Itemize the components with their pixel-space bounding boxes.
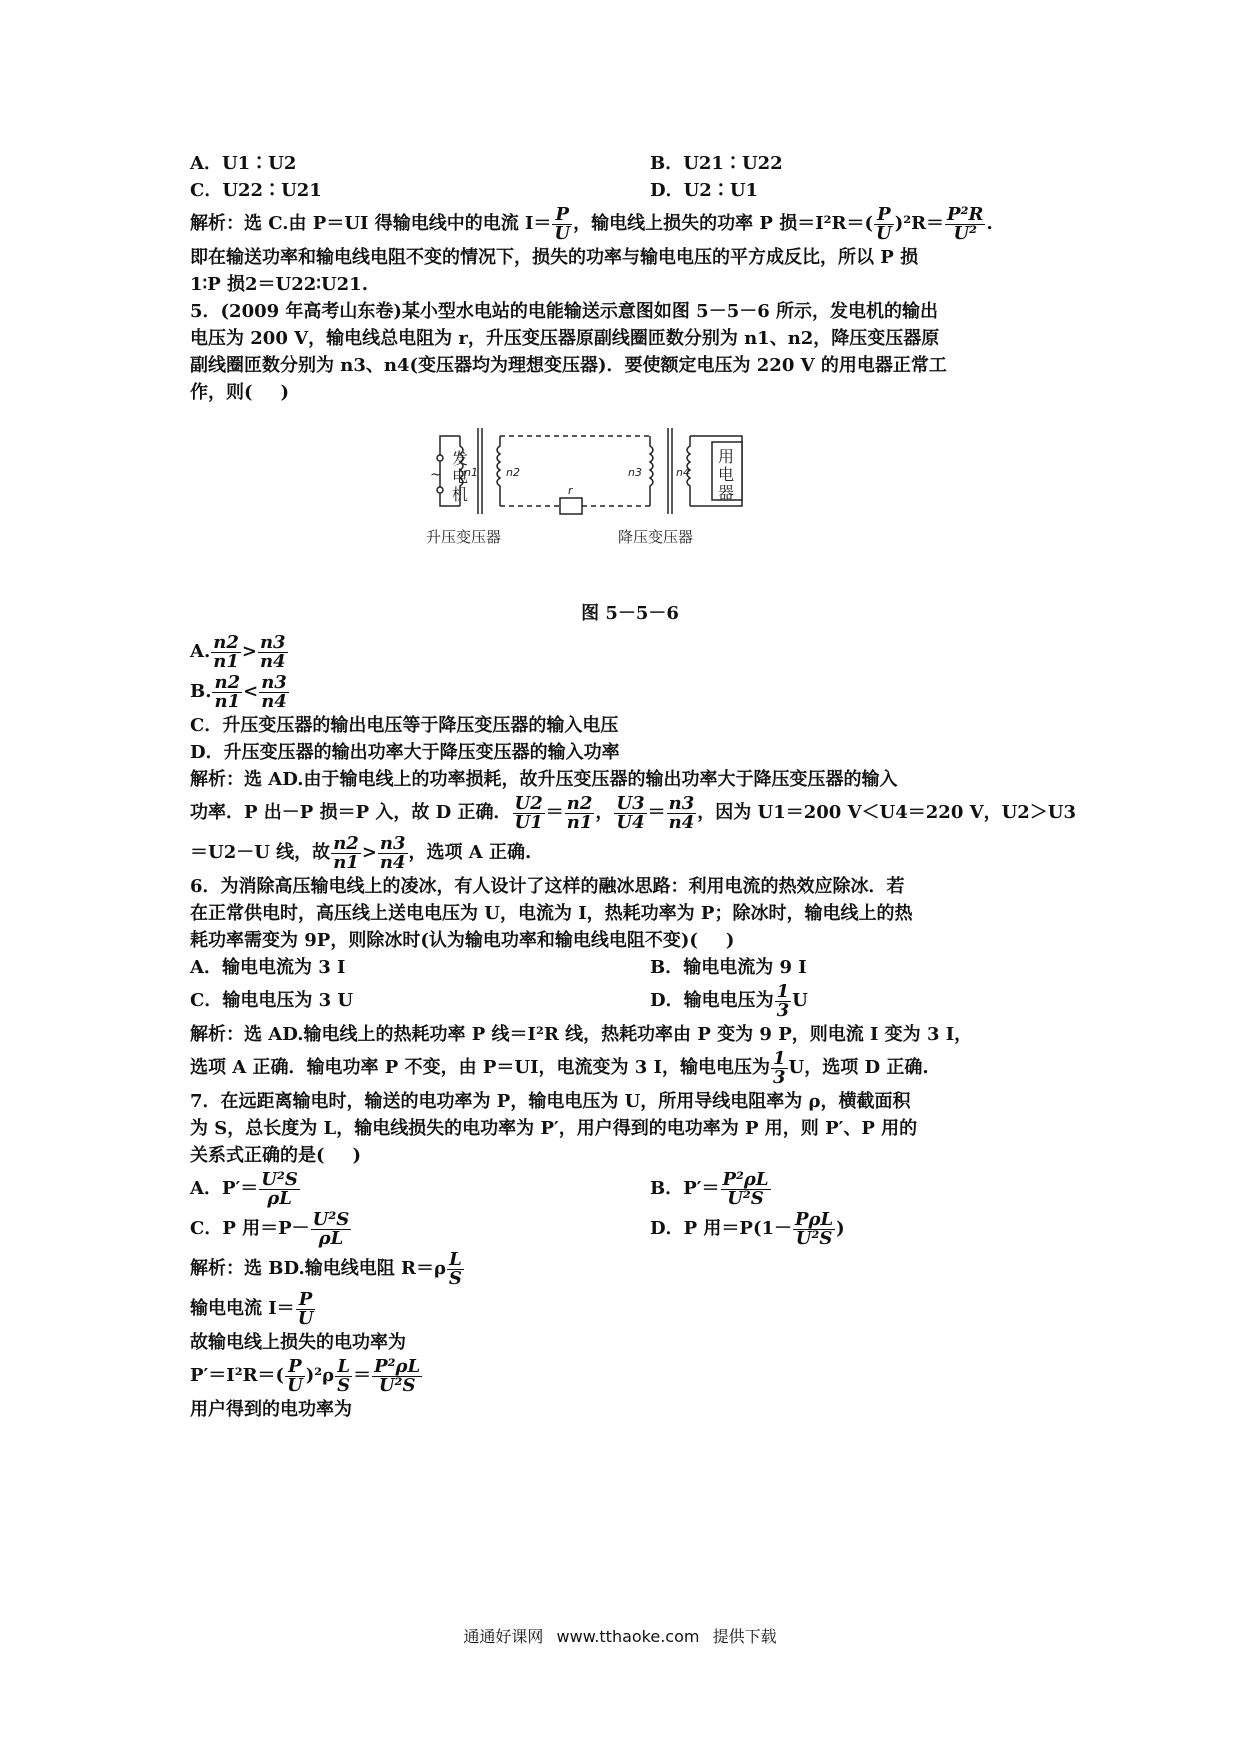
q4-analysis-line-2: 即在输送功率和输电线电阻不变的情况下，损失的功率与输电电压的平方成反比，所以 P 损: [190, 247, 919, 268]
fraction: [721, 1168, 771, 1209]
q7-option-d[interactable]: [650, 1209, 845, 1249]
operator: >: [361, 842, 377, 863]
fraction-denominator: U: [287, 1374, 303, 1396]
fraction: [378, 832, 408, 873]
fraction-numerator: P: [285, 1358, 305, 1377]
q5-analysis-line-1: 解析：选 AD.由于输电线上的功率损耗，故升压变压器的输出功率大于降压变压器的输入: [190, 769, 898, 790]
fraction-numerator: U²S: [312, 1208, 350, 1230]
q6-stem-line-3: [190, 927, 1070, 954]
fraction-numerator: L: [447, 1251, 464, 1270]
q5-option-d[interactable]: D．升压变压器的输出功率大于降压变压器的输入功率: [190, 742, 620, 763]
fraction: [372, 1355, 422, 1396]
q4-analysis-text: )²R＝: [894, 213, 945, 234]
fraction-numerator: U2: [514, 792, 543, 814]
q7-analysis-text: 解析：选 BD.输电线电阻 R＝ρ: [190, 1258, 446, 1279]
fraction: [285, 1355, 305, 1396]
option-text: A．P′＝: [190, 1178, 259, 1199]
step-down-transformer-label: 降压变压器: [618, 528, 694, 546]
q6-option-c[interactable]: C．输电电压为 3 U: [190, 990, 354, 1011]
fraction-numerator: n2: [214, 671, 241, 693]
q4-analysis-line-3: 1∶P 损2＝U22∶U21.: [190, 274, 368, 295]
option-letter: B.: [190, 681, 212, 702]
fraction-numerator: n3: [261, 671, 287, 693]
footer-brand: 通通好课网: [463, 1627, 544, 1646]
ac-symbol: ~: [430, 467, 442, 483]
q7-analysis-line-1: [190, 1249, 1070, 1289]
q7-analysis-line-4: [190, 1356, 1070, 1396]
fraction-denominator: n4: [259, 650, 286, 672]
fraction-numerator: n3: [259, 631, 286, 653]
q6-analysis-text: 选项 A 正确．输电功率 P 不变，由 P＝UI，电流变为 3 I，输电电压为: [190, 1057, 770, 1078]
q7-option-a[interactable]: [190, 1168, 301, 1209]
fraction: [296, 1288, 316, 1329]
fraction: [331, 832, 361, 873]
fraction-denominator: n1: [214, 690, 241, 712]
q4-option-b[interactable]: B．U21∶U22: [650, 153, 783, 174]
option-text: B．P′＝: [650, 1178, 720, 1199]
q4-analysis-text: 解析：选 C.由 P＝UI 得输电线中的电流 I＝: [190, 213, 552, 234]
step-up-transformer-label: 升压变压器: [426, 528, 502, 546]
fraction: [258, 631, 288, 672]
q7-analysis-text: 输电电流 I＝: [190, 1298, 295, 1319]
q5-stem-line-2: 电压为 200 V，输电线总电阻为 r，升压变压器原副线圈匝数分别为 n1、n2，降压变压器原: [190, 328, 940, 349]
coil-n3: [650, 436, 653, 506]
q5-stem-line-3: 副线圈匝数分别为 n3、n4(变压器均为理想变压器)．要使额定电压为 220 V 的用电器正常工: [190, 355, 947, 376]
fraction-denominator: U1: [514, 811, 543, 833]
q4-options-row-1: [190, 150, 1070, 177]
operator: <: [243, 681, 259, 702]
option-text: ): [836, 1218, 845, 1239]
q7-stem-text: ): [352, 1145, 362, 1166]
fraction: [211, 631, 241, 672]
q6-stem-line-1: 6．为消除高压输电线上的凌冰，有人设计了这样的融冰思路：利用电流的热效应除冰．若: [190, 876, 905, 897]
fraction-denominator: U4: [616, 811, 645, 833]
coil-n2: [497, 436, 500, 506]
fraction: [335, 1355, 352, 1396]
footer-url-link[interactable]: www.tthaoke.com: [556, 1627, 700, 1646]
fraction: [874, 203, 894, 244]
q5-analysis-text: ＝U2－U 线，故: [190, 842, 331, 863]
fraction-denominator: n4: [261, 690, 287, 712]
fraction-denominator: n1: [213, 650, 239, 672]
fraction: [447, 1248, 464, 1289]
q5-stem-line-1: 5．(2009 年高考山东卷)某小型水电站的电能输送示意图如图 5－5－6 所示，发电机的输出: [190, 301, 939, 322]
q6-option-d[interactable]: [650, 981, 808, 1021]
fraction-denominator: U: [554, 222, 571, 244]
fraction: [565, 792, 595, 833]
fraction-denominator: U²S: [795, 1227, 833, 1249]
q5-option-c[interactable]: C．升压变压器的输出电压等于降压变压器的输入电压: [190, 715, 619, 736]
generator-label-1: 发: [452, 449, 469, 468]
fraction-numerator: P: [874, 206, 894, 225]
q7-analysis-text: )²ρ: [305, 1365, 335, 1386]
q5-option-a[interactable]: [190, 632, 1070, 672]
operator: >: [241, 641, 257, 662]
fraction-denominator: n1: [333, 851, 359, 873]
appliance-label-1: 用: [718, 447, 735, 466]
fraction-denominator: 3: [776, 999, 790, 1021]
q7-options-row-2: [190, 1209, 1070, 1249]
fraction-numerator: n3: [379, 832, 406, 854]
q6-analysis-text: U，选项 D 正确.: [788, 1057, 929, 1078]
q7-analysis-line-3: 故输电线上损失的电功率为: [190, 1332, 406, 1353]
fraction-numerator: 1: [776, 980, 790, 1002]
option-text: U: [792, 990, 808, 1011]
label-n4: n4: [676, 466, 690, 479]
fraction-denominator: n4: [668, 811, 695, 833]
label-r: r: [568, 484, 573, 497]
option-text: D．P 用＝P(1－: [650, 1218, 792, 1239]
q6-analysis-line-1: 解析：选 AD.输电线上的热耗功率 P 线＝I²R 线，热耗功率由 P 变为 9 P，则电流 I 变为 3 I，: [190, 1024, 973, 1045]
fraction-denominator: U: [297, 1307, 314, 1329]
fraction-numerator: P²R: [947, 203, 984, 225]
q7-analysis-text: ＝: [353, 1365, 372, 1386]
q4-option-a[interactable]: A．U1∶U2: [190, 153, 297, 174]
fraction-numerator: L: [335, 1358, 352, 1377]
operator: ＝: [545, 802, 564, 823]
q7-stem-line-1: 7．在远距离输电时，输送的电功率为 P，输电电压为 U，所用导线电阻率为 ρ，横截面积: [190, 1091, 911, 1112]
q6-option-a[interactable]: A．输电电流为 3 I: [190, 957, 346, 978]
fraction-denominator: ρL: [267, 1187, 292, 1209]
q4-analysis-text: ，输电线上损失的功率 P 损＝I²R＝(: [573, 213, 873, 234]
operator: ＝: [647, 802, 666, 823]
fraction: [259, 1168, 300, 1209]
fraction: [259, 671, 289, 712]
fraction: [945, 203, 985, 244]
footer-note: 提供下载: [712, 1627, 777, 1646]
label-n3: n3: [628, 466, 642, 479]
q5-analysis-line-3: [190, 833, 1070, 873]
resistor-r: [560, 498, 582, 514]
fraction-numerator: P: [552, 206, 572, 225]
q6-stem-line-2: 在正常供电时，高压线上送电电压为 U，电流为 I，热耗功率为 P；除冰时，输电线上的热: [190, 903, 913, 924]
q6-options-row-1: [190, 954, 1070, 981]
fraction: [667, 792, 697, 833]
fraction-numerator: n2: [566, 792, 593, 814]
fraction-numerator: P²ρL: [722, 1168, 769, 1190]
q7-option-b[interactable]: [650, 1169, 772, 1209]
q4-option-d[interactable]: D．U2∶U1: [650, 180, 759, 201]
fraction: [614, 792, 646, 833]
q7-analysis-line-5: 用户得到的电功率为: [190, 1399, 352, 1420]
q7-options-row-1: [190, 1169, 1070, 1209]
q5-analysis-text: 功率．P 出－P 损＝P 入，故 D 正确．: [190, 802, 512, 823]
page-footer: [0, 1624, 1240, 1647]
q4-option-c[interactable]: C．U22∶U21: [190, 180, 322, 201]
figure-caption: 图 5－5－6: [581, 603, 679, 624]
q7-option-c[interactable]: [190, 1208, 352, 1249]
punctuation: ，: [595, 802, 614, 823]
fraction-numerator: U3: [616, 792, 645, 814]
q4-options-row-2: [190, 177, 1070, 204]
fraction-denominator: S: [448, 1267, 462, 1289]
fraction: [513, 792, 545, 833]
q6-options-row-2: [190, 981, 1070, 1021]
generator-label-2: 电: [452, 467, 469, 486]
q7-stem-line-3: [190, 1142, 1070, 1169]
fraction: [311, 1208, 352, 1249]
q4-analysis-text: .: [986, 213, 993, 234]
generator-label-3: 机: [452, 485, 469, 504]
q5-analysis-text: ，选项 A 正确.: [408, 842, 532, 863]
fraction: [212, 671, 242, 712]
option-text: C．P 用＝P－: [190, 1218, 310, 1239]
q4-analysis-line-1: [190, 204, 1070, 244]
fraction-denominator: U: [875, 222, 892, 244]
q7-analysis-line-2: [190, 1289, 1070, 1329]
fraction-numerator: PρL: [795, 1208, 834, 1230]
appliance-label-3: 器: [718, 483, 735, 502]
fraction: [552, 203, 572, 244]
document-page: [190, 150, 1077, 1423]
fraction: [771, 1047, 788, 1088]
fraction-numerator: n3: [668, 792, 695, 814]
fraction-numerator: U²S: [261, 1168, 298, 1190]
fraction-denominator: U²S: [727, 1187, 764, 1209]
fraction-denominator: 3: [772, 1066, 786, 1088]
fraction-denominator: U²: [953, 222, 978, 244]
fraction-numerator: P²ρL: [374, 1355, 421, 1377]
fraction-denominator: n1: [566, 811, 593, 833]
fraction-denominator: S: [337, 1374, 351, 1396]
q6-stem-text: ): [725, 930, 735, 951]
fraction-numerator: 1: [772, 1047, 786, 1069]
q5-stem-line-4: [190, 379, 1070, 406]
fraction-denominator: U²S: [378, 1374, 416, 1396]
q5-analysis-text: ，因为 U1＝200 V＜U4＝220 V，U2＞U3: [697, 802, 1077, 823]
q6-stem-text: 耗功率需变为 9P，则除冰时(认为输电功率和输电线电阻不变)(: [190, 930, 698, 951]
fraction-denominator: ρL: [318, 1227, 344, 1249]
q7-stem-line-2: 为 S，总长度为 L，输电线损失的电功率为 P′，用户得到的电功率为 P 用，则 P′、P 用的: [190, 1118, 918, 1139]
fraction-denominator: n4: [379, 851, 406, 873]
option-letter: A.: [190, 641, 211, 662]
option-text: D．输电电压为: [650, 990, 774, 1011]
fraction-numerator: n2: [213, 631, 239, 653]
q6-option-b[interactable]: B．输电电流为 9 I: [650, 957, 807, 978]
q5-figure: [190, 406, 1070, 596]
appliance-label-2: 电: [718, 465, 735, 484]
q5-stem-text: ): [280, 382, 290, 403]
fraction-numerator: n2: [333, 832, 359, 854]
fraction: [775, 980, 792, 1021]
q7-stem-text: 关系式正确的是(: [190, 1145, 325, 1166]
power-transmission-diagram: [422, 406, 812, 592]
q5-option-b[interactable]: [190, 672, 1070, 712]
label-n1: n1: [464, 466, 478, 479]
fraction-numerator: P: [296, 1291, 316, 1310]
q5-analysis-line-2: [190, 792, 1077, 833]
q5-stem-text: 作，则(: [190, 382, 253, 403]
fraction: [793, 1208, 835, 1249]
q7-analysis-text: P′＝I²R＝(: [190, 1365, 285, 1386]
q6-analysis-line-2: [190, 1048, 1070, 1088]
label-n2: n2: [506, 466, 520, 479]
